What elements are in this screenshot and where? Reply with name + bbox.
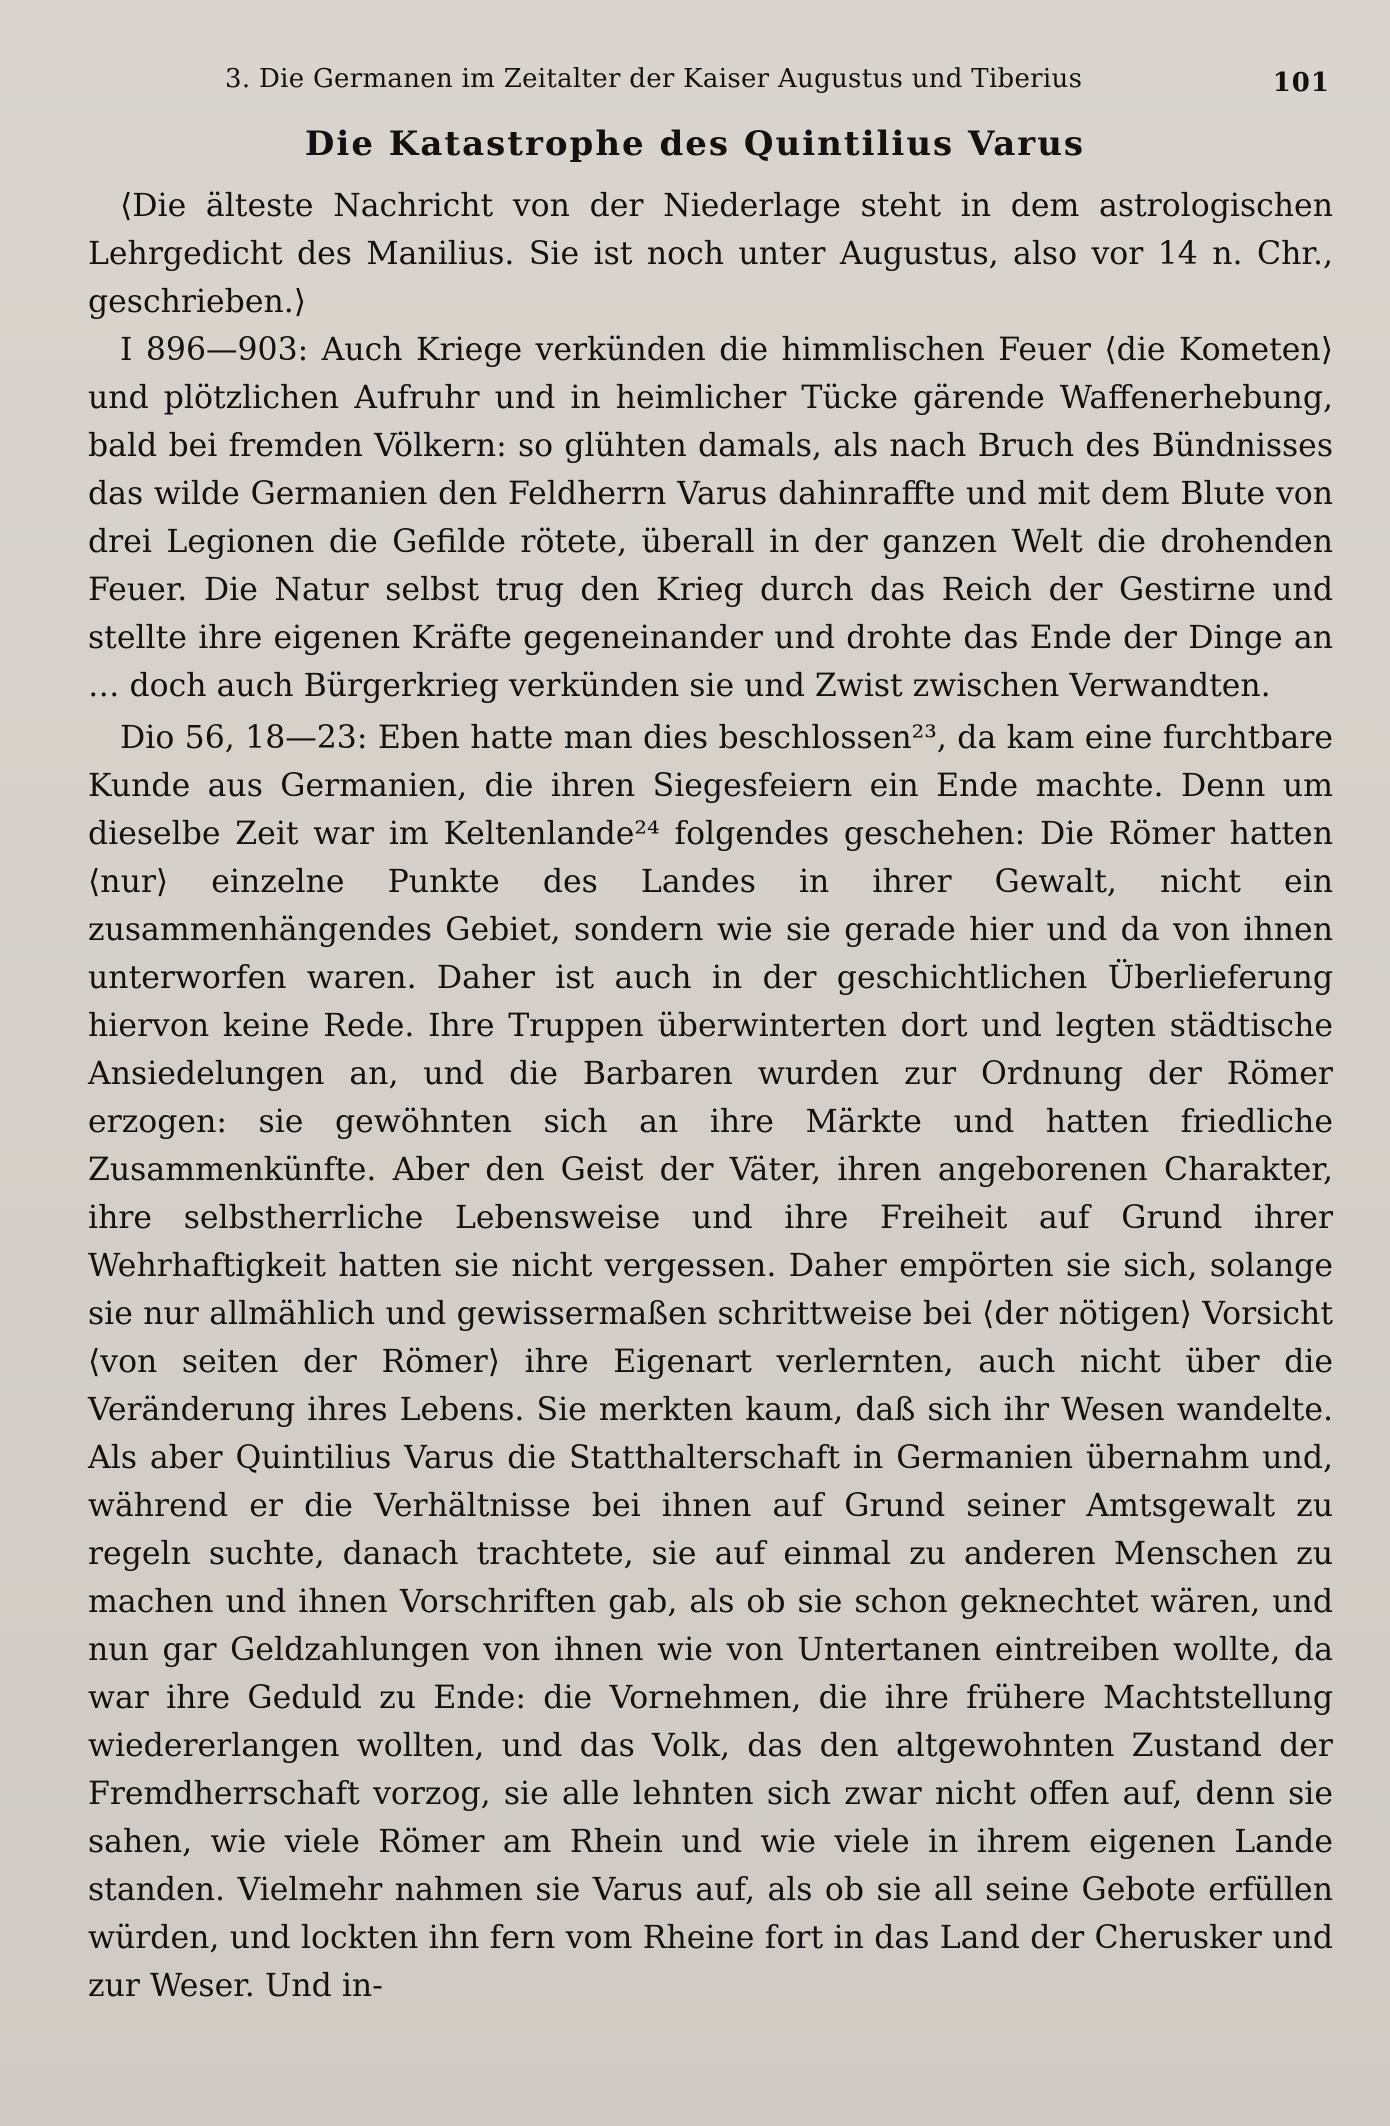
page-number: 101 xyxy=(1272,68,1330,98)
paragraph-intro-note: ⟨Die älteste Nachricht von der Niederlage steht in dem astrologischen Lehrgedicht des Manilius. Sie ist noch unter Augustus, also vor 14 n. Chr., geschrieben.⟩ xyxy=(88,188,1333,320)
paragraph-manilius-quote: I 896—903: Auch Kriege verkünden die himmlischen Feuer ⟨die Kometen⟩ und plötzlichen Aufruhr und in heimlicher Tücke gärende Waffenerhebung, bald bei fremden Völkern: so glühten damals, als nach Bruch des Bündnisses das wilde Germanien den Feldherrn Varus dahinraffte und mit dem Blute von drei Legionen die Gefilde rötete, überall in der ganzen Welt die drohenden Feuer. Die Natur selbst trug den Krieg durch das Reich der Gestirne und stellte ihre eigenen Kräfte gegeneinander und drohte das Ende der Dinge an … doch auch Bürgerkrieg verkünden sie und Zwist zwischen Verwandten. xyxy=(88,332,1333,704)
page-header xyxy=(225,64,1340,104)
paragraph-dio-quote: Dio 56, 18—23: Eben hatte man dies beschlossen²³, da kam eine furchtbare Kunde aus Germanien, die ihren Siegesfeiern ein Ende machte. Denn um dieselbe Zeit war im Keltenlande²⁴ folgendes geschehen: Die Römer hatten ⟨nur⟩ einzelne Punkte des Landes in ihrer Gewalt, nicht ein zusammenhängendes Gebiet, sondern wie sie gerade hier und da von ihnen unterworfen waren. Daher ist auch in der geschichtlichen Überlieferung hiervon keine Rede. Ihre Truppen überwinterten dort und legten städtische Ansiedelungen an, und die Barbaren wurden zur Ordnung der Römer erzogen: sie gewöhnten sich an ihre Märkte und hatten friedliche Zusammenkünfte. Aber den Geist der Väter, ihren angeborenen Charakter, ihre selbstherrliche Lebensweise und ihre Freiheit auf Grund ihrer Wehrhaftigkeit hatten sie nicht vergessen. Daher empörten sie sich, solange sie nur allmählich und gewissermaßen schrittweise bei ⟨der nötigen⟩ Vorsicht ⟨von seiten der Römer⟩ ihre Eigenart verlernten, auch nicht über die Veränderung ihres Lebens. Sie merkten kaum, daß sich ihr Wesen wandelte. Als aber Quintilius Varus die Statthalterschaft in Germanien übernahm und, während er die Verhältnisse bei ihnen auf Grund seiner Amtsgewalt zu regeln suchte, danach trachtete, sie auf einmal zu anderen Menschen zu machen und ihnen Vorschriften gab, als ob sie schon geknechtet wären, und nun gar Geldzahlungen von ihnen wie von Untertanen eintreiben wollte, da war ihre Geduld zu Ende: die Vornehmen, die ihre frühere Machtstellung wiedererlangen wollten, und das Volk, das den altgewohnten Zustand der Fremdherrschaft vorzog, sie alle lehnten sich zwar nicht offen auf, denn sie sahen, wie viele Römer am Rhein und wie viele in ihrem eigenen Lande standen. Vielmehr nahmen sie Varus auf, als ob sie all seine Gebote erfüllen würden, und lockten ihn fern vom Rheine fort in das Land der Cherusker und zur Weser. Und in- xyxy=(88,720,1333,2004)
body-text xyxy=(88,182,1333,2010)
running-head: 3. Die Germanen im Zeitalter der Kaiser Augustus und Tiberius xyxy=(225,64,1083,94)
section-title: Die Katastrophe des Quintilius Varus xyxy=(304,124,1086,164)
